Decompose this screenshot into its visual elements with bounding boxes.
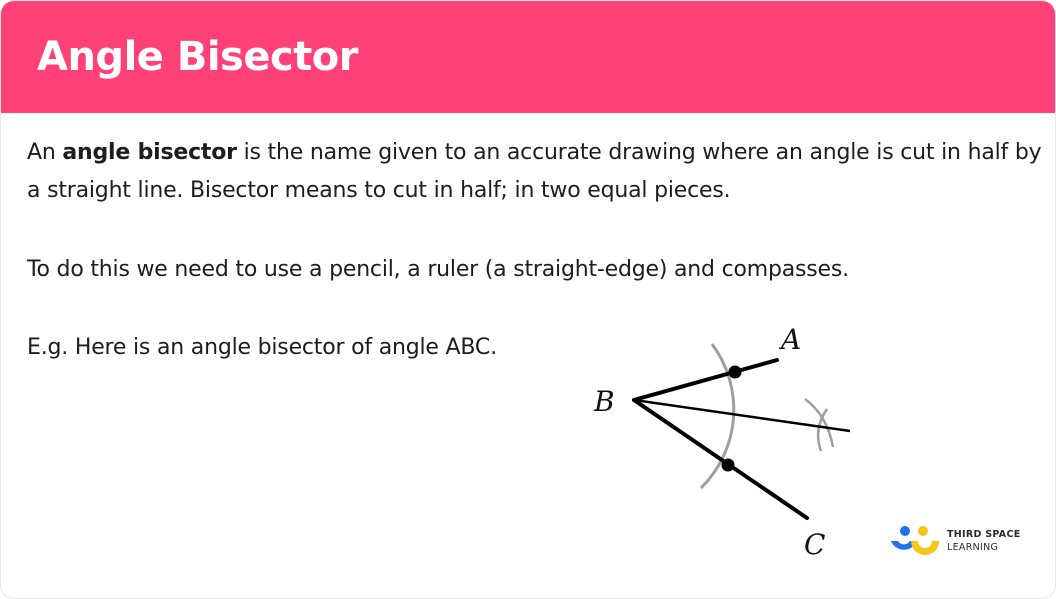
label-a: A <box>781 323 802 356</box>
third-space-learning-logo <box>889 523 1029 559</box>
definition-text: is the name given to an accurate drawing where an angle is cut in half by a straight line. Bisector means to cut in half; in two equal pieces. <box>27 140 1042 203</box>
logo-text-line1: THIRD SPACE <box>947 529 1021 540</box>
ray-ba <box>634 360 777 400</box>
title-banner <box>1 1 1055 113</box>
tools-paragraph: To do this we need to use a pencil, a ruler (a straight-edge) and compasses. <box>27 257 849 282</box>
example-paragraph: E.g. Here is an angle bisector of angle ABC. <box>27 335 497 360</box>
label-c: C <box>804 528 826 561</box>
page-title: Angle Bisector <box>37 34 359 80</box>
angle-bisector-diagram <box>571 311 871 571</box>
definition-term: angle bisector <box>62 140 237 165</box>
ray-bc <box>634 400 807 518</box>
definition-lead: An <box>27 140 63 165</box>
third-space-learning-logo-icon <box>889 523 941 559</box>
intersection-point-ba <box>729 366 742 379</box>
intersection-point-bc <box>722 459 735 472</box>
definition-paragraph <box>27 134 1047 210</box>
label-b: B <box>594 385 615 418</box>
logo-text-line2: LEARNING <box>947 542 999 553</box>
bisector-line <box>634 400 850 431</box>
